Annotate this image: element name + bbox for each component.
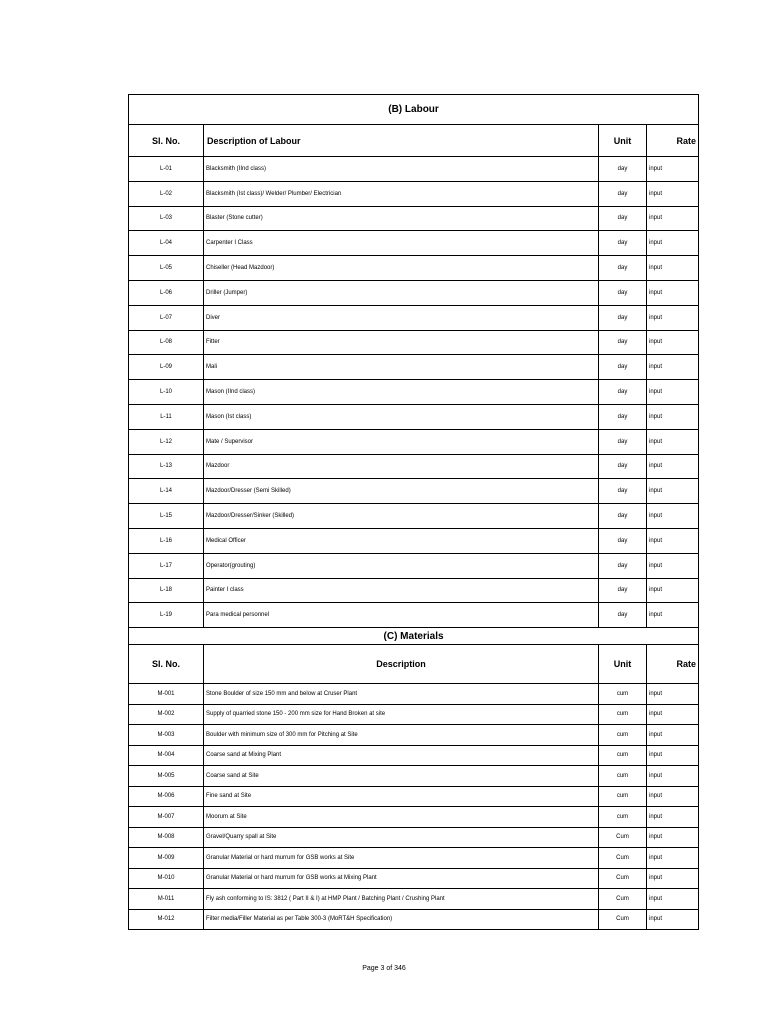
unit-cell: day xyxy=(599,528,647,553)
table-row xyxy=(129,454,699,479)
description-cell: Painter I class xyxy=(204,578,599,603)
description-cell: Mason (Ist class) xyxy=(204,404,599,429)
rate-cell: input xyxy=(647,454,699,479)
unit-cell: Cum xyxy=(599,827,647,848)
table-row xyxy=(129,684,699,705)
description-cell: Mazdoor xyxy=(204,454,599,479)
table-row xyxy=(129,256,699,281)
description-cell: Mate / Supervisor xyxy=(204,429,599,454)
rate-cell: input xyxy=(647,504,699,529)
description-cell: Stone Boulder of size 150 mm and below at Cruser Plant xyxy=(204,684,599,705)
unit-cell: day xyxy=(599,404,647,429)
rate-cell: input xyxy=(647,256,699,281)
labour-header-row xyxy=(129,125,699,157)
unit-cell: Cum xyxy=(599,848,647,869)
unit-cell: day xyxy=(599,603,647,628)
unit-cell: day xyxy=(599,578,647,603)
materials-section-title: (C) Materials xyxy=(129,628,699,645)
rate-cell: input xyxy=(647,868,699,889)
rate-cell: input xyxy=(647,231,699,256)
table-row xyxy=(129,429,699,454)
sl-no-cell: M-003 xyxy=(129,725,204,746)
table-row xyxy=(129,827,699,848)
sl-no-cell: M-011 xyxy=(129,889,204,910)
description-cell: Fitter xyxy=(204,330,599,355)
description-cell: Mali xyxy=(204,355,599,380)
unit-cell: day xyxy=(599,553,647,578)
unit-cell: cum xyxy=(599,704,647,725)
rate-cell: input xyxy=(647,181,699,206)
rate-cell: input xyxy=(647,603,699,628)
description-cell: Coarse sand at Site xyxy=(204,766,599,787)
table-row xyxy=(129,807,699,828)
sl-no-cell: M-008 xyxy=(129,827,204,848)
table-row xyxy=(129,786,699,807)
description-cell: Carpenter I Class xyxy=(204,231,599,256)
rate-cell: input xyxy=(647,909,699,930)
unit-cell: day xyxy=(599,181,647,206)
table-row xyxy=(129,280,699,305)
unit-cell: day xyxy=(599,380,647,405)
labour-section-title-row xyxy=(129,95,699,125)
description-cell: Diver xyxy=(204,305,599,330)
table-row xyxy=(129,848,699,869)
sl-no-cell: M-001 xyxy=(129,684,204,705)
description-cell: Filter media/Filler Material as per Table 300-3 (MoRT&H Specification) xyxy=(204,909,599,930)
sl-no-cell: L-01 xyxy=(129,157,204,182)
sl-no-cell: L-10 xyxy=(129,380,204,405)
table-row xyxy=(129,231,699,256)
table-row xyxy=(129,305,699,330)
rate-cell: input xyxy=(647,380,699,405)
labour-header-rate: Rate xyxy=(647,125,699,157)
description-cell: Medical Officer xyxy=(204,528,599,553)
table-row xyxy=(129,868,699,889)
unit-cell: cum xyxy=(599,745,647,766)
rate-cell: input xyxy=(647,807,699,828)
sl-no-cell: L-13 xyxy=(129,454,204,479)
materials-header-sl-no: Sl. No. xyxy=(129,645,204,684)
description-cell: Chiseller (Head Mazdoor) xyxy=(204,256,599,281)
sl-no-cell: M-005 xyxy=(129,766,204,787)
table-row xyxy=(129,206,699,231)
materials-header-rate: Rate xyxy=(647,645,699,684)
rate-cell: input xyxy=(647,479,699,504)
rate-cell: input xyxy=(647,704,699,725)
description-cell: Granular Material or hard murrum for GSB works at Mixing Plant xyxy=(204,868,599,889)
unit-cell: day xyxy=(599,429,647,454)
labour-header-unit: Unit xyxy=(599,125,647,157)
unit-cell: day xyxy=(599,157,647,182)
materials-header-unit: Unit xyxy=(599,645,647,684)
sl-no-cell: L-06 xyxy=(129,280,204,305)
rate-cell: input xyxy=(647,889,699,910)
sl-no-cell: L-18 xyxy=(129,578,204,603)
sl-no-cell: M-002 xyxy=(129,704,204,725)
table-row xyxy=(129,157,699,182)
sl-no-cell: L-11 xyxy=(129,404,204,429)
rate-cell: input xyxy=(647,429,699,454)
sl-no-cell: L-19 xyxy=(129,603,204,628)
labour-header-sl-no: Sl. No. xyxy=(129,125,204,157)
table-row xyxy=(129,553,699,578)
description-cell: Blacksmith (IInd class) xyxy=(204,157,599,182)
description-cell: Driller (Jumper) xyxy=(204,280,599,305)
sl-no-cell: L-02 xyxy=(129,181,204,206)
rate-cell: input xyxy=(647,157,699,182)
sl-no-cell: L-15 xyxy=(129,504,204,529)
sl-no-cell: L-09 xyxy=(129,355,204,380)
sl-no-cell: M-004 xyxy=(129,745,204,766)
unit-cell: cum xyxy=(599,766,647,787)
description-cell: Mazdoor/Dresser (Semi Skilled) xyxy=(204,479,599,504)
unit-cell: cum xyxy=(599,786,647,807)
rate-cell: input xyxy=(647,330,699,355)
rate-cell: input xyxy=(647,725,699,746)
rate-cell: input xyxy=(647,827,699,848)
unit-cell: Cum xyxy=(599,868,647,889)
rate-cell: input xyxy=(647,553,699,578)
rate-cell: input xyxy=(647,578,699,603)
table-row xyxy=(129,766,699,787)
unit-cell: day xyxy=(599,454,647,479)
sl-no-cell: L-07 xyxy=(129,305,204,330)
rate-cell: input xyxy=(647,786,699,807)
sl-no-cell: L-05 xyxy=(129,256,204,281)
rate-cell: input xyxy=(647,528,699,553)
table-row xyxy=(129,725,699,746)
sl-no-cell: L-04 xyxy=(129,231,204,256)
unit-cell: day xyxy=(599,280,647,305)
table-row xyxy=(129,355,699,380)
sl-no-cell: L-14 xyxy=(129,479,204,504)
unit-cell: cum xyxy=(599,725,647,746)
description-cell: Boulder with minimum size of 300 mm for Pitching at Site xyxy=(204,725,599,746)
table-row xyxy=(129,404,699,429)
sl-no-cell: L-08 xyxy=(129,330,204,355)
rate-cell: input xyxy=(647,404,699,429)
unit-cell: Cum xyxy=(599,889,647,910)
rate-cell: input xyxy=(647,684,699,705)
table-row xyxy=(129,181,699,206)
description-cell: Mazdoor/Dresser/Sinker (Skilled) xyxy=(204,504,599,529)
sl-no-cell: M-006 xyxy=(129,786,204,807)
table-row xyxy=(129,889,699,910)
table-row xyxy=(129,504,699,529)
page-number: Page 3 of 346 xyxy=(362,965,406,972)
sl-no-cell: M-009 xyxy=(129,848,204,869)
sl-no-cell: L-12 xyxy=(129,429,204,454)
unit-cell: cum xyxy=(599,684,647,705)
description-cell: Gravel/Quarry spall at Site xyxy=(204,827,599,848)
table-row xyxy=(129,603,699,628)
sl-no-cell: M-010 xyxy=(129,868,204,889)
rate-cell: input xyxy=(647,766,699,787)
table-row xyxy=(129,578,699,603)
table-row xyxy=(129,909,699,930)
description-cell: Para medical personnel xyxy=(204,603,599,628)
table-row xyxy=(129,704,699,725)
table-row xyxy=(129,528,699,553)
description-cell: Moorum at Site xyxy=(204,807,599,828)
rate-cell: input xyxy=(647,305,699,330)
materials-header-row xyxy=(129,645,699,684)
sl-no-cell: M-007 xyxy=(129,807,204,828)
unit-cell: day xyxy=(599,479,647,504)
description-cell: Mason (IInd class) xyxy=(204,380,599,405)
rate-cell: input xyxy=(647,745,699,766)
rate-cell: input xyxy=(647,206,699,231)
table-row xyxy=(129,330,699,355)
sl-no-cell: M-012 xyxy=(129,909,204,930)
materials-section-title-row xyxy=(129,628,699,645)
description-cell: Coarse sand at Mixing Plant xyxy=(204,745,599,766)
table-row xyxy=(129,745,699,766)
unit-cell: day xyxy=(599,504,647,529)
rate-table xyxy=(128,94,699,930)
table-row xyxy=(129,380,699,405)
table-row xyxy=(129,479,699,504)
description-cell: Supply of quarried stone 150 - 200 mm size for Hand Broken at site xyxy=(204,704,599,725)
materials-header-description: Description xyxy=(204,645,599,684)
description-cell: Blacksmith (Ist class)/ Welder/ Plumber/ Electrician xyxy=(204,181,599,206)
description-cell: Fine sand at Site xyxy=(204,786,599,807)
labour-header-description: Description of Labour xyxy=(204,125,599,157)
unit-cell: day xyxy=(599,256,647,281)
rate-cell: input xyxy=(647,848,699,869)
description-cell: Fly ash conforming to IS: 3812 ( Part II & I) at HMP Plant / Batching Plant / Crushing Plant xyxy=(204,889,599,910)
labour-section-title: (B) Labour xyxy=(129,95,699,125)
unit-cell: Cum xyxy=(599,909,647,930)
sl-no-cell: L-17 xyxy=(129,553,204,578)
unit-cell: day xyxy=(599,206,647,231)
unit-cell: day xyxy=(599,305,647,330)
sl-no-cell: L-03 xyxy=(129,206,204,231)
unit-cell: day xyxy=(599,330,647,355)
rate-cell: input xyxy=(647,280,699,305)
description-cell: Blaster (Stone cutter) xyxy=(204,206,599,231)
rate-table-body xyxy=(129,95,699,930)
sl-no-cell: L-16 xyxy=(129,528,204,553)
unit-cell: cum xyxy=(599,807,647,828)
description-cell: Operator(grouting) xyxy=(204,553,599,578)
rate-cell: input xyxy=(647,355,699,380)
description-cell: Granular Material or hard murrum for GSB works at Site xyxy=(204,848,599,869)
unit-cell: day xyxy=(599,355,647,380)
unit-cell: day xyxy=(599,231,647,256)
